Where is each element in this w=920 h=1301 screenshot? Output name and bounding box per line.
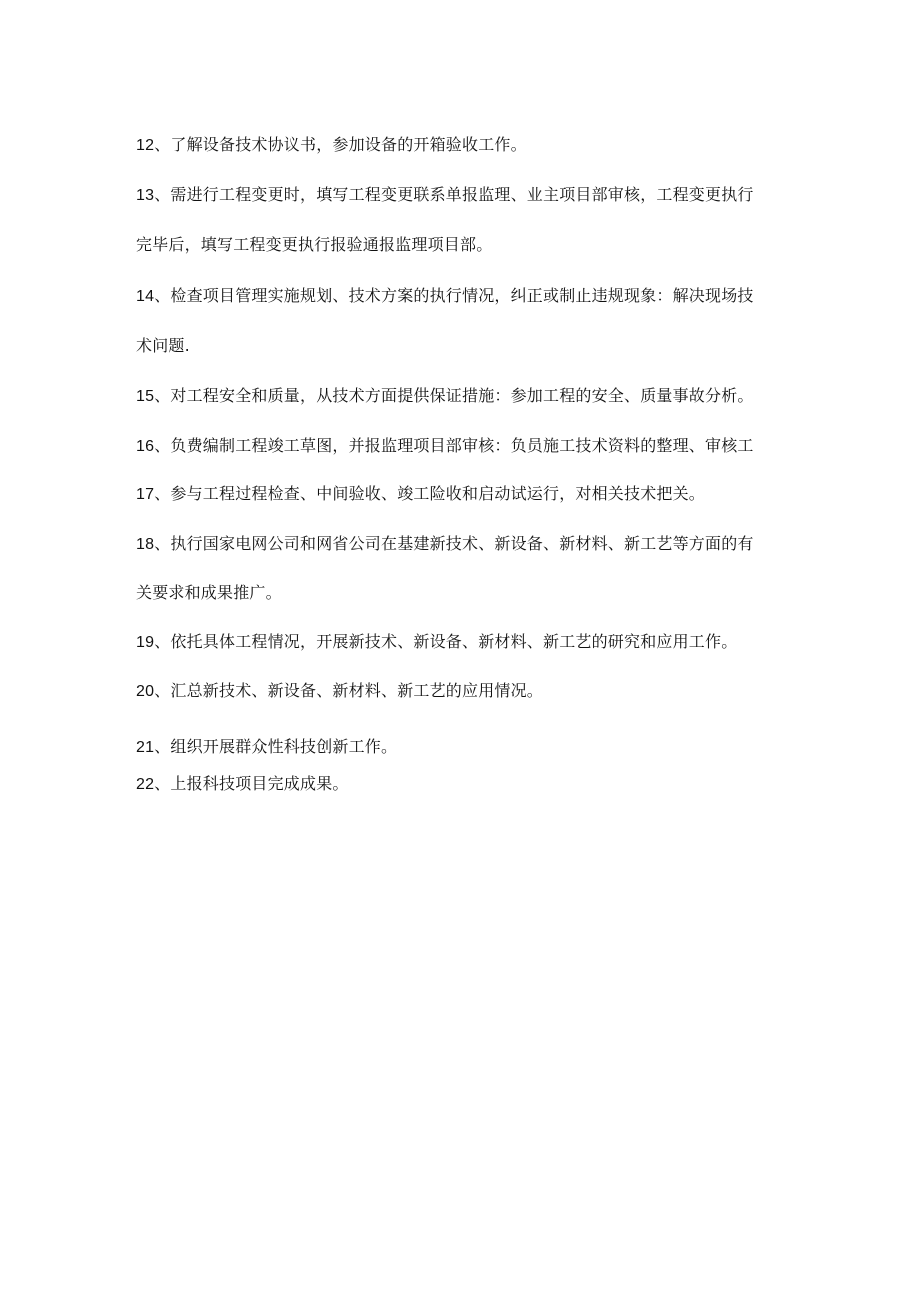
item-number: 22 xyxy=(136,776,155,793)
item-text: 负费编制工程竣工草图，并报监理项目部审核：负员施工技术资料的整理、审核工 xyxy=(170,436,754,455)
item-text: 需进行工程变更时，填写工程变更联系单报监理、业主项目部审核，工程变更执行 xyxy=(170,185,754,204)
item-separator: 、 xyxy=(154,185,171,204)
item-14-line-2 xyxy=(136,336,796,356)
item-text: 依托具体工程情况，开展新技术、新设备、新材料、新工艺的研究和应用工作。 xyxy=(170,632,738,651)
item-separator: 、 xyxy=(154,436,171,455)
item-text: 检查项目管理实施规划、技术方案的执行情况，纠正或制止违规现象：解决现场技 xyxy=(170,286,754,305)
item-number: 14 xyxy=(136,288,155,305)
item-15-line-1 xyxy=(136,386,796,407)
item-number: 13 xyxy=(136,187,155,204)
item-21-line-1 xyxy=(136,737,796,758)
item-text: 上报科技项目完成成果。 xyxy=(170,774,349,793)
item-22-line-1 xyxy=(136,774,796,795)
item-18-line-1 xyxy=(136,534,796,555)
item-number: 21 xyxy=(136,739,155,756)
item-text-continued: 术问题. xyxy=(136,336,190,355)
item-separator: 、 xyxy=(154,774,171,793)
item-number: 20 xyxy=(136,683,155,700)
item-number: 18 xyxy=(136,536,155,553)
item-14-line-1 xyxy=(136,286,796,307)
item-separator: 、 xyxy=(154,484,171,503)
item-18-line-2 xyxy=(136,583,796,603)
item-separator: 、 xyxy=(154,534,171,553)
item-separator: 、 xyxy=(154,681,171,700)
item-separator: 、 xyxy=(154,737,171,756)
item-13-line-1 xyxy=(136,185,796,206)
item-text: 执行国家电网公司和网省公司在基建新技术、新设备、新材料、新工艺等方面的有 xyxy=(170,534,754,553)
item-separator: 、 xyxy=(154,286,171,305)
item-13-line-2 xyxy=(136,235,796,255)
item-19-line-1 xyxy=(136,632,796,653)
item-separator: 、 xyxy=(154,386,171,405)
item-number: 16 xyxy=(136,438,155,455)
item-text: 参与工程过程检查、中间验收、竣工险收和启动试运行，对相关技术把关。 xyxy=(170,484,706,503)
item-text: 组织开展群众性科技创新工作。 xyxy=(170,737,398,756)
item-separator: 、 xyxy=(154,632,171,651)
item-number: 15 xyxy=(136,388,155,405)
item-text-continued: 完毕后，填写工程变更执行报验通报监理项目部。 xyxy=(136,235,493,254)
item-16-line-1 xyxy=(136,436,796,457)
item-17-line-1 xyxy=(136,484,796,505)
item-separator: 、 xyxy=(154,135,171,154)
item-number: 19 xyxy=(136,634,155,651)
item-text-continued: 关要求和成果推广。 xyxy=(136,583,282,602)
item-text: 汇总新技术、新设备、新材料、新工艺的应用情况。 xyxy=(170,681,544,700)
item-12-line-1 xyxy=(136,135,796,156)
item-text: 对工程安全和质量，从技术方面提供保证措施：参加工程的安全、质量事故分析。 xyxy=(170,386,754,405)
item-20-line-1 xyxy=(136,681,796,702)
item-number: 17 xyxy=(136,486,155,503)
item-number: 12 xyxy=(136,137,155,154)
item-text: 了解设备技术协议书，参加设备的开箱验收工作。 xyxy=(170,135,527,154)
